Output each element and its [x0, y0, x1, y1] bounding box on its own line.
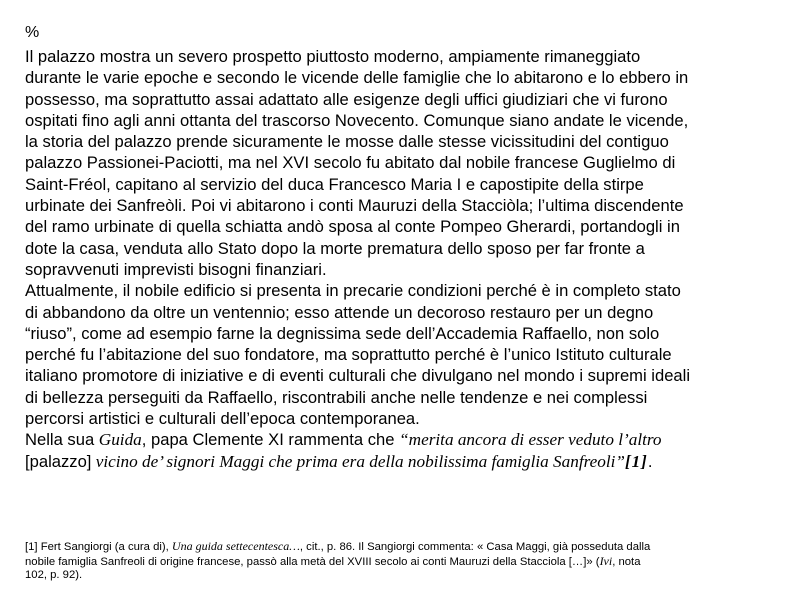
text-run: , nota [612, 555, 641, 568]
footnote [25, 539, 785, 583]
percent-sign: % [25, 24, 40, 41]
text-line: italiano promotore di iniziative e di eventi culturali che divulgano nel mondo i supremi ideali [25, 366, 691, 386]
text-run: [1] Fert Sangiorgi (a cura di), [25, 541, 172, 553]
text-run: [palazzo] [25, 451, 92, 471]
text-run: , cit., p. 86. Il Sangiorgi commenta: « Casa Maggi, già posseduta dalla [299, 541, 651, 553]
paragraph-2 [25, 280, 795, 429]
footnote-line [25, 539, 785, 554]
text-line [25, 429, 795, 450]
text-line: perché fu l’abitazione del suo fondatore, ma soprattutto perché è l’unico Istituto culturale [25, 345, 672, 365]
text-line: la storia del palazzo prende sicuramente le mosse dalle stesse vicissitudini del contiguo [25, 132, 669, 152]
text-line: dote la casa, venduta allo Stato dopo la morte prematura dello sposo per far fronte a [25, 238, 645, 258]
ivi-italic: Ivi [599, 553, 613, 568]
text-line: del ramo urbinate di quella schiatta andò sposa al conte Pompeo Gherardi, portandogli in [25, 217, 680, 237]
text-line: durante le varie epoche e secondo le vicende delle famiglie che lo abitarono e lo ebbero in [25, 68, 689, 88]
text-line: “riuso”, come ad esempio farne la degnissima sede dell’Accademia Raffaello, non solo [25, 323, 660, 343]
paragraph-1 [25, 46, 795, 280]
text-line: possesso, ma soprattutto assai adattato alle esigenze degli uffici giudiziari che vi furono [25, 89, 668, 109]
footnote-line [25, 554, 785, 569]
text-line: Attualmente, il nobile edificio si presenta in precarie condizioni perché è in completo stato [25, 281, 681, 301]
quotation-continued: vicino de’ signori Maggi che prima era della nobilissima famiglia Sanfreoli” [91, 451, 625, 471]
text-line: Il palazzo mostra un severo prospetto piuttosto moderno, ampiamente rimaneggiato [25, 47, 641, 66]
footnote-line: 102, p. 92). [25, 569, 83, 582]
quotation: “merita ancora di esser veduto l’altro [399, 430, 662, 450]
guida-title: Guida [98, 430, 142, 450]
text-line: di abbandono da oltre un ventennio; esso attende un decoroso restauro per un degno [25, 302, 654, 322]
text-run: nobile famiglia Sanfreoli di origine francese, passò alla metà del XVIII secolo ai conti Mauruzi della Stacciola […]» ( [25, 555, 600, 568]
text-line: ospitati fino agli anni ottanta del trascorso Novecento. Comunque siano andate le vicende, [25, 110, 689, 130]
text-line [25, 451, 795, 472]
text-run: Nella sua [25, 430, 99, 450]
cited-title: Una guida settecentesca… [171, 539, 300, 553]
text-run: , papa Clemente XI rammenta che [141, 430, 400, 450]
text-line: percorsi artistici e culturali dell’epoca contemporanea. [25, 409, 420, 429]
text-line: di bellezza perseguiti da Raffaello, riscontrabili anche nelle tendenze e nei complessi [25, 387, 648, 407]
paragraph-3 [25, 429, 795, 472]
text-line: Saint-Fréol, capitano al servizio del duca Francesco Maria I e capostipite della stirpe [25, 174, 644, 194]
text-line: sopravvenuti imprevisti bisogni finanziari. [25, 259, 327, 279]
text-line: urbinate dei Sanfreòli. Poi vi abitarono i conti Mauruzi della Stacciòla; l’ultima discendente [25, 196, 684, 216]
main-text [25, 46, 795, 472]
text-run: . [647, 451, 653, 471]
text-line: palazzo Passionei-Paciotti, ma nel XVI secolo fu abitato dal nobile francese Guglielmo di [25, 153, 676, 173]
footnote-reference[interactable]: [1] [625, 451, 648, 471]
